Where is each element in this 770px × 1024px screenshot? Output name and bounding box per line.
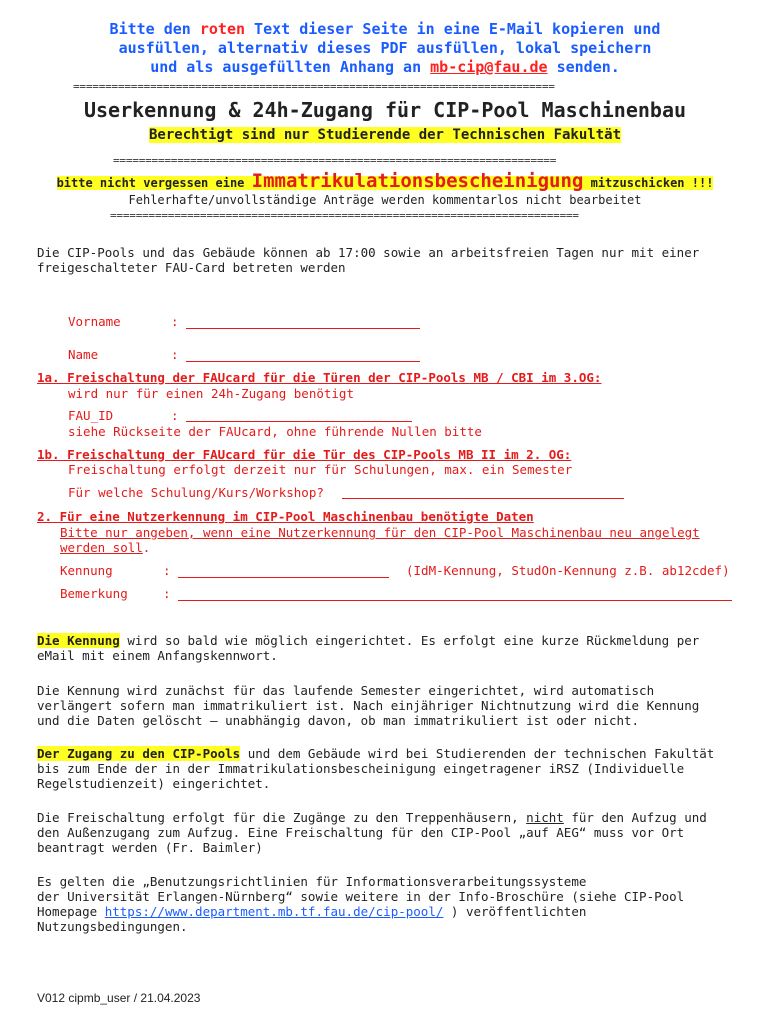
section-2-note-period: . xyxy=(142,540,151,555)
notice-post: mitzuschicken !!! xyxy=(583,176,714,190)
section-1b-note: Freischaltung erfolgt derzeit nur für Schulungen, max. ein Semester xyxy=(68,462,573,477)
info-paragraph-3 xyxy=(37,746,747,791)
info-p1-line2: eMail mit einem Anfangskennwort. xyxy=(37,648,278,663)
bemerkung-colon: : xyxy=(163,586,171,601)
info-p5-line2: der Universität Erlangen-Nürnberg“ sowie weitere in der Info-Broschüre (siehe CIP-Pool xyxy=(37,889,685,904)
intro-line1-pre: Bitte den xyxy=(109,20,200,38)
separator-2: ===================================================================== xyxy=(113,154,557,167)
name-field[interactable] xyxy=(186,349,420,362)
kennung-colon: : xyxy=(163,563,171,578)
info-p2-line3: und die Daten gelöscht – unabhängig davon, ob man immatrikuliert ist oder nicht. xyxy=(37,713,640,728)
cip-pool-homepage-link[interactable]: https://www.department.mb.tf.fau.de/cip-pool/ xyxy=(104,904,444,919)
info-p4-post: für den Aufzug und xyxy=(563,810,707,825)
intro-line3-pre: und als ausgefüllten Anhang an xyxy=(150,58,431,76)
notice-pre: bitte nicht vergessen eine xyxy=(56,176,252,190)
vorname-row xyxy=(68,314,121,329)
access-info-line2: freigeschalteter FAU-Card betreten werden xyxy=(37,260,346,275)
info-p1-rest: wird so bald wie möglich eingerichtet. Es erfolgt eine kurze Rückmeldung per xyxy=(119,633,700,648)
info-p4-pre: Die Freischaltung erfolgt für die Zugänge zu den Treppenhäusern, xyxy=(37,810,527,825)
faid-label: FAU_ID xyxy=(68,408,114,423)
intro-instructions xyxy=(0,20,770,77)
name-label: Name xyxy=(68,347,99,362)
info-paragraph-4 xyxy=(37,810,747,855)
section-2-note-line1: Bitte nur angeben, wenn eine Nutzerkennung für den CIP-Pool Maschinenbau neu angelegt xyxy=(60,525,700,540)
intro-line1-post: Text dieser Seite in eine E-Mail kopieren und xyxy=(245,20,661,38)
email-link[interactable]: mb-cip@fau.de xyxy=(430,58,548,76)
section-1a-heading: 1a. Freischaltung der FAUcard für die Türen der CIP-Pools MB / CBI im 3.OG: xyxy=(37,370,602,385)
info-p3-line3: Regelstudienzeit) eingerichtet. xyxy=(37,776,271,791)
separator-3: ========================================================================= xyxy=(110,209,579,222)
kennung-field[interactable] xyxy=(178,565,389,578)
notice-highlight-word: Immatrikulationsbescheinigung xyxy=(251,170,584,192)
info-p3-line2: bis zum Ende der in der Immatrikulationsbescheinigung eingetragener iRSZ (Individuelle xyxy=(37,761,685,776)
info-p5-line1: Es gelten die „Benutzungsrichtlinien für Informationsverarbeitungssysteme xyxy=(37,874,587,889)
faid-hint: siehe Rückseite der FAUcard, ohne führende Nullen bitte xyxy=(68,424,482,439)
notice-line2: Fehlerhafte/unvollständige Anträge werden kommentarlos nicht bearbeitet xyxy=(128,193,642,207)
info-p4-line3: beantragt werden (Fr. Baimler) xyxy=(37,840,263,855)
info-p3-rest: und dem Gebäude wird bei Studierenden der technischen Fakultät xyxy=(240,746,715,761)
name-colon: : xyxy=(171,347,179,362)
faid-colon: : xyxy=(171,408,179,423)
separator-1: =========================================================================== xyxy=(73,80,555,93)
intro-red-word: roten xyxy=(199,20,246,38)
info-paragraph-2 xyxy=(37,683,747,728)
bemerkung-field[interactable] xyxy=(178,588,732,601)
page-subtitle: Berechtigt sind nur Studierende der Technischen Fakultät xyxy=(148,127,621,143)
info-p3-highlight: Der Zugang zu den CIP-Pools xyxy=(37,746,241,761)
section-1a-note: wird nur für einen 24h-Zugang benötigt xyxy=(68,386,354,401)
section-2-heading: 2. Für eine Nutzerkennung im CIP-Pool Maschinenbau benötigte Daten xyxy=(37,509,534,524)
kennung-hint: (IdM-Kennung, StudOn-Kennung z.B. ab12cdef) xyxy=(406,563,730,578)
faid-field[interactable] xyxy=(186,409,412,422)
section-1b-heading: 1b. Freischaltung der FAUcard für die Tür des CIP-Pools MB II im 2. OG: xyxy=(37,447,572,462)
info-p2-line1: Die Kennung wird zunächst für das laufende Semester eingerichtet, wird automatisch xyxy=(37,683,655,698)
intro-line3-post: senden. xyxy=(547,58,620,76)
page-title: Userkennung & 24h-Zugang für CIP-Pool Maschinenbau xyxy=(83,98,687,122)
info-paragraph-5 xyxy=(37,874,747,934)
course-label: Für welche Schulung/Kurs/Workshop? xyxy=(68,485,324,500)
info-p4-underlined: nicht xyxy=(526,810,564,825)
kennung-label: Kennung xyxy=(60,563,113,578)
info-p4-line2: den Außenzugang zum Aufzug. Eine Freischaltung für den CIP-Pool „auf AEG“ muss vor Ort xyxy=(37,825,685,840)
section-2-note xyxy=(60,525,700,555)
access-info xyxy=(37,245,747,275)
section-2-note-line2: werden soll xyxy=(60,540,143,555)
info-p1-highlight: Die Kennung xyxy=(37,633,120,648)
bemerkung-label: Bemerkung xyxy=(60,586,128,601)
info-p5-line3-post: ) veröffentlichten xyxy=(443,904,587,919)
footer-version: V012 cipmb_user / 21.04.2023 xyxy=(37,991,201,1005)
vorname-field[interactable] xyxy=(186,316,420,329)
notice-line xyxy=(0,170,770,192)
info-paragraph-1 xyxy=(37,633,747,663)
info-p5-line4: Nutzungsbedingungen. xyxy=(37,919,188,934)
vorname-label: Vorname xyxy=(68,314,121,329)
course-field[interactable] xyxy=(342,486,624,499)
info-p2-line2: verlängert sofern man immatrikuliert ist. Nach einjähriger Nichtnutzung wird die Kennung xyxy=(37,698,700,713)
intro-line2: ausfüllen, alternativ dieses PDF ausfüllen, lokal speichern xyxy=(118,39,652,57)
vorname-colon: : xyxy=(171,314,179,329)
access-info-line1: Die CIP-Pools und das Gebäude können ab 17:00 sowie an arbeitsfreien Tagen nur mit einer xyxy=(37,245,700,260)
info-p5-line3-pre: Homepage xyxy=(37,904,105,919)
